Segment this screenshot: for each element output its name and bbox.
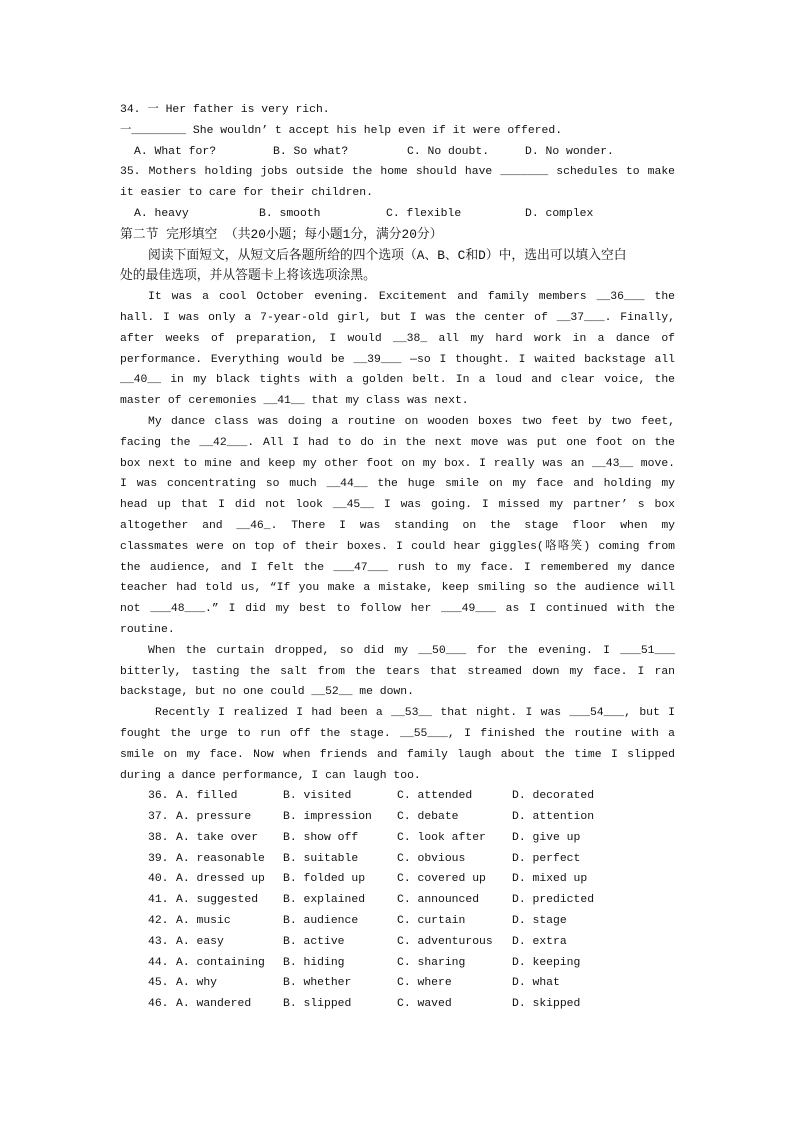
question-number: 45.	[148, 977, 169, 990]
question-number: 42.	[148, 915, 169, 928]
option-a: A. wandered	[176, 998, 252, 1011]
question-number: 41.	[148, 894, 169, 907]
option-b: B. explained	[283, 894, 366, 907]
option-a: A. What for?	[134, 145, 217, 158]
option-d: D. mixed up	[512, 873, 588, 886]
option-b: B. show off	[283, 831, 359, 844]
passage-line: backstage, but no one could __52__ me down.	[120, 686, 414, 699]
option-c: C. debate	[397, 811, 459, 824]
cloze-option-row	[120, 932, 675, 953]
question-35-stem-line: 35. Mothers holding jobs outside the home should have _______ schedules to make	[120, 166, 675, 179]
option-c: C. covered up	[397, 873, 486, 886]
passage-line: fought the urge to run off the stage. __55___, I finished the routine with a	[120, 727, 675, 740]
option-a: A. take over	[176, 831, 259, 844]
passage-line: routine.	[120, 623, 175, 636]
section-instructions: 阅读下面短文，从短文后各题所给的四个选项（A、B、C和D）中，选出可以填入空白	[148, 247, 627, 263]
passage-line: smile on my face. Now when friends and family laugh about the time I slipped	[120, 748, 675, 761]
option-b: B. folded up	[283, 873, 366, 886]
option-d: D. skipped	[512, 998, 581, 1011]
option-c: C. adventurous	[397, 935, 493, 948]
question-35-options	[120, 204, 675, 225]
option-a: A. suggested	[176, 894, 259, 907]
passage-line: classmates were on top of their boxes. I could hear giggles(咯咯笑) coming from	[120, 540, 675, 553]
question-number: 44.	[148, 956, 169, 969]
option-c: C. No doubt.	[407, 145, 490, 158]
cloze-option-row	[120, 994, 675, 1015]
passage-line: altogether and __46_. There I was standing on the stage floor when my	[120, 519, 675, 532]
option-b: B. impression	[283, 811, 372, 824]
passage-line: teacher had told us, “If you make a mistake, keep smiling so the audience will	[120, 582, 675, 595]
question-number: 36.	[148, 790, 169, 803]
passage-line: after weeks of preparation, I would __38_ all my hard work in a dance of	[120, 332, 675, 345]
question-34-stem: 34. 一 Her father is very rich.	[120, 104, 330, 116]
question-number: 38.	[148, 831, 169, 844]
option-c: C. look after	[397, 831, 486, 844]
option-d: D. predicted	[512, 894, 595, 907]
section-instructions: 处的最佳选项，并从答题卡上将该选项涂黑。	[120, 268, 376, 284]
option-b: B. suitable	[283, 852, 359, 865]
passage-line: facing the __42___. All I had to do in the next move was put one foot on the	[120, 436, 675, 449]
passage-line: When the curtain dropped, so did my __50___ for the evening. I ___51___	[148, 644, 675, 657]
passage-line: It was a cool October evening. Excitement and family members __36___ the	[148, 291, 675, 304]
option-d: D. complex	[525, 207, 594, 220]
option-c: C. flexible	[386, 207, 462, 220]
cloze-option-row	[120, 911, 675, 932]
option-d: D. stage	[512, 915, 567, 928]
question-35-stem-line: it easier to care for their children.	[120, 187, 373, 200]
option-c: C. curtain	[397, 915, 466, 928]
cloze-option-row	[120, 849, 675, 870]
option-c: C. announced	[397, 894, 480, 907]
option-d: D. attention	[512, 811, 595, 824]
cloze-option-row	[120, 807, 675, 828]
cloze-option-row	[120, 828, 675, 849]
passage-line: bitterly, tasting the salt from the tears that streamed down my face. I ran	[120, 665, 675, 678]
option-b: B. So what?	[273, 145, 349, 158]
passage-line: Recently I realized I had been a __53__ that night. I was ___54___, but I	[155, 707, 675, 720]
option-d: D. decorated	[512, 790, 595, 803]
option-b: B. audience	[283, 915, 359, 928]
passage-line: the audience, and I felt the ___47___ rush to my face. I remembered my dance	[120, 561, 675, 574]
option-a: A. containing	[176, 956, 265, 969]
option-b: B. whether	[283, 977, 352, 990]
option-d: D. what	[512, 977, 560, 990]
passage-line: I was concentrating so much __44__ the huge smile on my face and holding my	[120, 478, 675, 491]
option-a: A. why	[176, 977, 218, 990]
question-number: 40.	[148, 873, 169, 886]
option-d: D. No wonder.	[525, 145, 614, 158]
passage-line: performance. Everything would be __39___ —so I thought. I waited backstage all	[120, 353, 675, 366]
option-c: C. where	[397, 977, 452, 990]
page-content	[120, 100, 675, 1015]
option-c: C. obvious	[397, 852, 466, 865]
option-a: A. heavy	[134, 207, 189, 220]
option-d: D. perfect	[512, 852, 581, 865]
option-d: D. extra	[512, 935, 567, 948]
option-b: B. visited	[283, 790, 352, 803]
question-number: 46.	[148, 998, 169, 1011]
question-number: 39.	[148, 852, 169, 865]
option-a: A. pressure	[176, 811, 252, 824]
question-34-reply: 一________ She wouldn’ t accept his help even if it were offered.	[120, 124, 563, 137]
section-title: 第二节 完形填空 （共20小题；每小题1分，满分20分）	[120, 226, 443, 242]
cloze-option-row	[120, 786, 675, 807]
option-a: A. filled	[176, 790, 238, 803]
option-b: B. active	[283, 935, 345, 948]
passage-line: box next to mine and keep my other foot on my box. I really was an __43__ move.	[120, 457, 675, 470]
option-d: D. give up	[512, 831, 581, 844]
passage-line: hall. I was only a 7-year-old girl, but I was the center of __37___. Finally,	[120, 311, 675, 324]
passage-line: not ___48___.” I did my best to follow her ___49___ as I continued with the	[120, 603, 675, 616]
option-a: A. music	[176, 915, 231, 928]
option-c: C. sharing	[397, 956, 466, 969]
cloze-option-row	[120, 890, 675, 911]
question-number: 43.	[148, 935, 169, 948]
cloze-option-row	[120, 953, 675, 974]
option-c: C. attended	[397, 790, 473, 803]
option-d: D. keeping	[512, 956, 581, 969]
option-a: A. reasonable	[176, 852, 265, 865]
passage-line: during a dance performance, I can laugh too.	[120, 769, 421, 782]
option-b: B. slipped	[283, 998, 352, 1011]
question-number: 37.	[148, 811, 169, 824]
passage-line: head up that I did not look __45__ I was going. I missed my partner’ s box	[120, 499, 675, 512]
passage-line: My dance class was doing a routine on wooden boxes two feet by two feet,	[148, 415, 675, 428]
question-34-options	[120, 142, 675, 163]
option-c: C. waved	[397, 998, 452, 1011]
cloze-option-row	[120, 869, 675, 890]
passage-line: master of ceremonies __41__ that my class was next.	[120, 395, 469, 408]
option-b: B. smooth	[259, 207, 321, 220]
passage-line: __40__ in my black tights with a golden belt. In a loud and clear voice, the	[120, 374, 675, 387]
option-b: B. hiding	[283, 956, 345, 969]
option-a: A. easy	[176, 935, 224, 948]
cloze-option-row	[120, 973, 675, 994]
option-a: A. dressed up	[176, 873, 265, 886]
